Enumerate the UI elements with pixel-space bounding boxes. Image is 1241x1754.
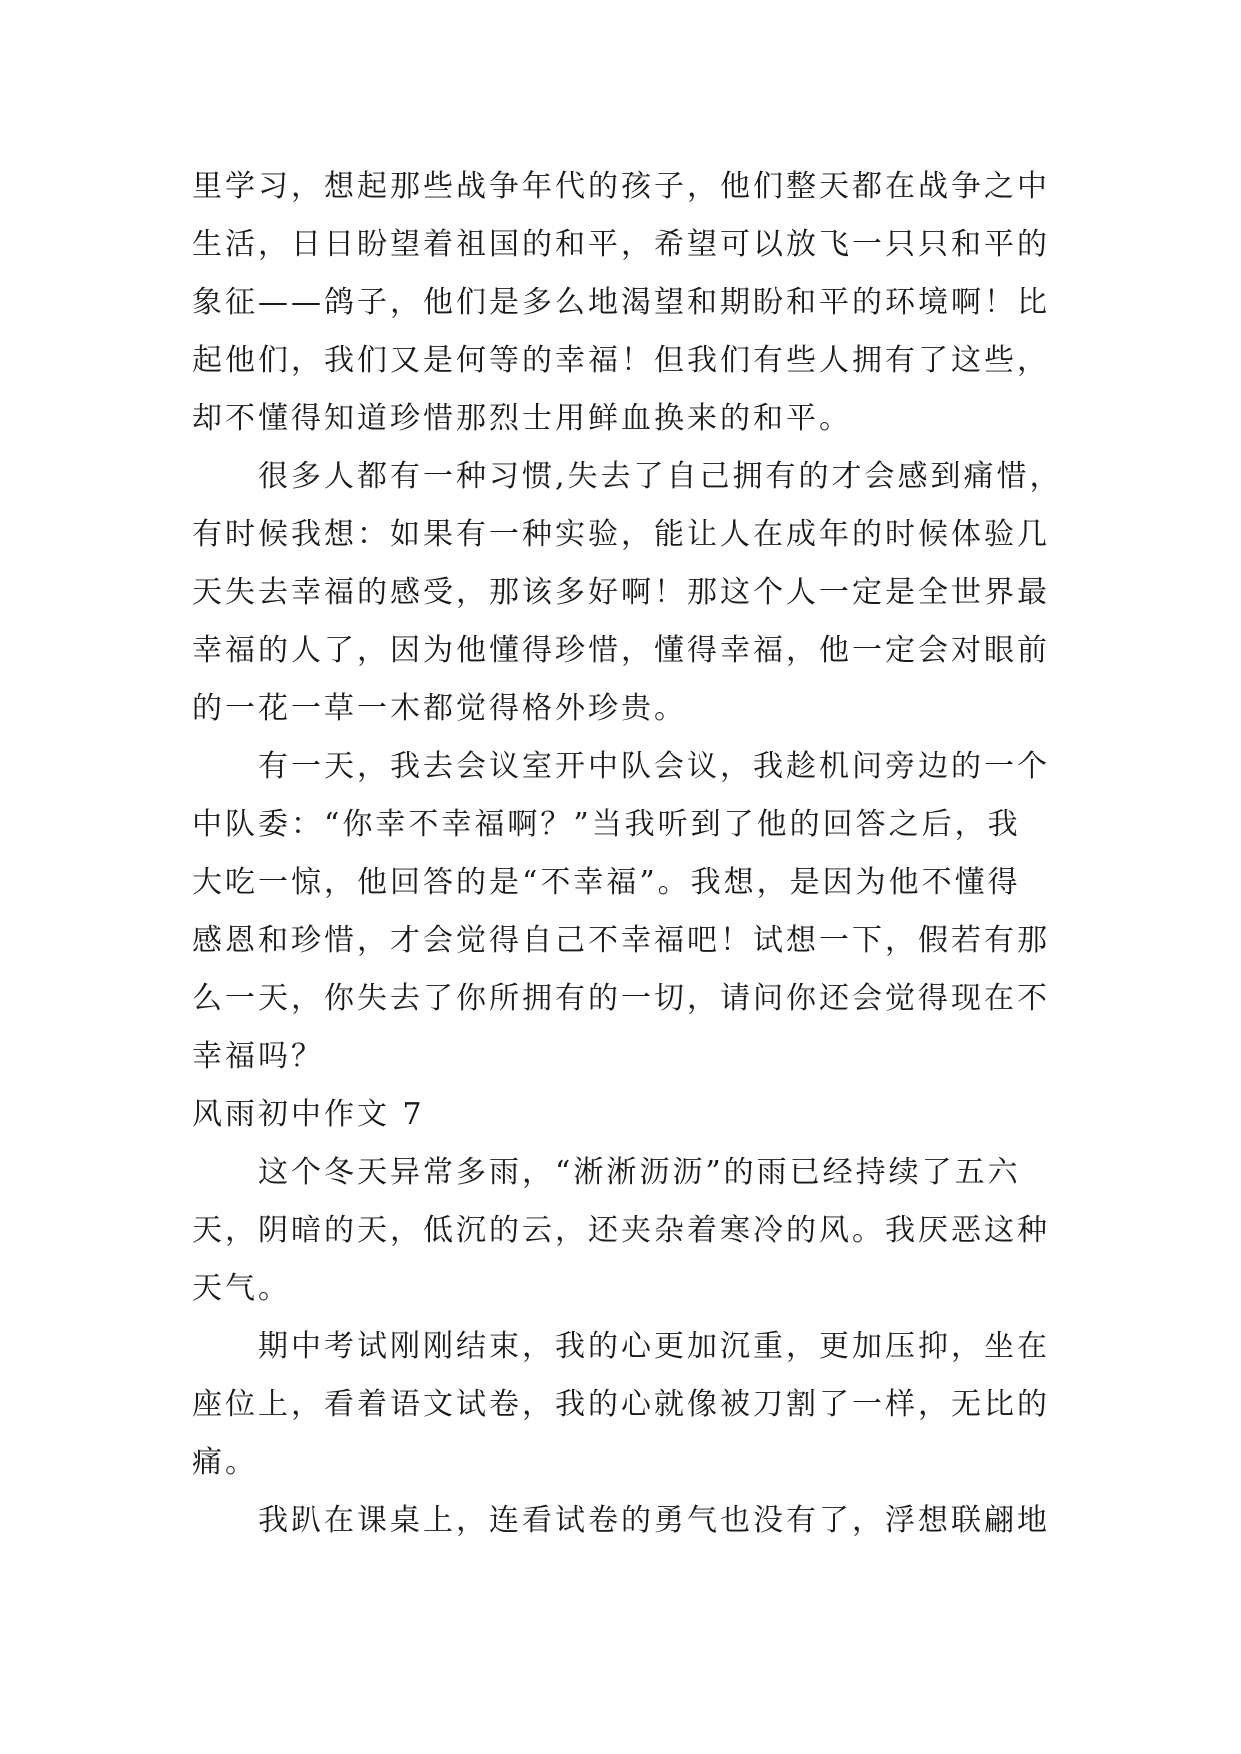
text-line: 座位上，看着语文试卷，我的心就像被刀割了一样，无比的 [192, 1387, 1050, 1422]
text-line: 有时候我想：如果有一种实验，能让人在成年的时候体验几 [192, 517, 1050, 552]
text-line: 的一花一草一木都觉得格外珍贵。 [192, 691, 687, 726]
document-body [192, 158, 1063, 1550]
text-line: 感恩和珍惜，才会觉得自己不幸福吧！试想一下，假若有那 [192, 923, 1050, 958]
text-line: 天，阴暗的天，低沉的云，还夹杂着寒冷的风。我厌恶这种 [192, 1213, 1050, 1248]
paragraph-first-line: 我趴在课桌上，连看试卷的勇气也没有了，浮想联翩地 [258, 1503, 1050, 1538]
text-line: 大吃一惊，他回答的是“不幸福”。我想，是因为他不懂得 [192, 865, 1021, 900]
text-line: 幸福吗？ [192, 1039, 324, 1074]
text-line: 痛。 [192, 1445, 258, 1480]
section-heading: 风雨初中作文 7 [192, 1097, 425, 1132]
text-line: 幸福的人了，因为他懂得珍惜，懂得幸福，他一定会对眼前 [192, 633, 1050, 668]
paragraph-first-line: 期中考试刚刚结束，我的心更加沉重，更加压抑，坐在 [258, 1329, 1050, 1364]
paragraph-first-line: 这个冬天异常多雨，“淅淅沥沥”的雨已经持续了五六 [258, 1155, 1021, 1190]
text-line: 却不懂得知道珍惜那烈士用鲜血换来的和平。 [192, 401, 852, 436]
text-line: 天气。 [192, 1271, 291, 1306]
text-line: 中队委：“你幸不幸福啊？”当我听到了他的回答之后，我 [192, 807, 1021, 842]
paragraph-first-line: 有一天，我去会议室开中队会议，我趁机问旁边的一个 [258, 749, 1050, 784]
text-line: 天失去幸福的感受，那该多好啊！那这个人一定是全世界最 [192, 575, 1050, 610]
text-line: 起他们，我们又是何等的幸福！但我们有些人拥有了这些， [192, 343, 1050, 378]
text-line: 么一天，你失去了你所拥有的一切，请问你还会觉得现在不 [192, 981, 1050, 1016]
paragraph-first-line: 很多人都有一种习惯,失去了自己拥有的才会感到痛惜， [258, 459, 1063, 494]
text-line: 象征——鸽子，他们是多么地渴望和期盼和平的环境啊！比 [192, 285, 1050, 320]
text-line: 生活，日日盼望着祖国的和平，希望可以放飞一只只和平的 [192, 227, 1050, 262]
text-line: 里学习，想起那些战争年代的孩子，他们整天都在战争之中 [192, 169, 1050, 204]
